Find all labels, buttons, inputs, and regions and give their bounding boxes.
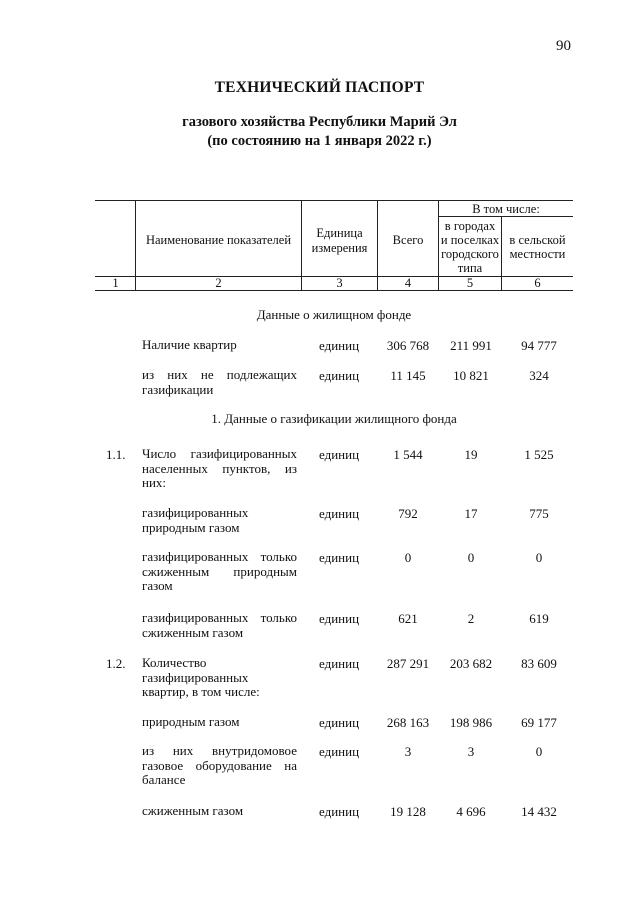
row-total: 1 544 [393,447,423,462]
section-heading-gasification: 1. Данные о газификации жилищного фонда [211,411,457,426]
column-number: 4 [404,276,412,290]
row-unit: единиц [319,715,360,730]
row-urban: 0 [467,550,475,565]
row-rural: 1 525 [524,447,554,462]
row-total: 3 [404,744,412,759]
row-unit: единиц [319,744,360,759]
row-rural: 69 177 [521,715,557,730]
header-top-line [95,200,573,201]
row-unit: единиц [319,368,360,383]
row-total: 0 [404,550,412,565]
document-subtitle-line1: газового хозяйства Республики Марий Эл [182,114,457,130]
row-label: газифицированных природным газом [142,505,249,535]
row-label: сжиженным газом [142,803,244,818]
page-number: 90 [556,38,571,54]
row-label: Количество газифицированных квартир, в том числе: [142,655,260,699]
row-urban: 2 [467,611,475,626]
row-label: Число газифицированных населенных пунктов, из них: [142,446,297,490]
row-number: 1.1. [106,447,126,462]
column-number: 1 [112,276,119,290]
row-total: 306 768 [386,338,430,353]
row-rural: 775 [529,506,549,521]
row-rural: 83 609 [521,656,557,671]
header-col5-line4: типа [457,261,483,275]
row-urban: 203 682 [449,656,493,671]
document-subtitle-line2: (по состоянию на 1 января 2022 г.) [207,133,432,149]
row-label: из них внутридомовое газовое оборудование на балансе [142,743,297,787]
header-col6-line1: в сельской [509,233,566,247]
row-label: Наличие квартир [142,337,237,352]
row-total: 19 128 [390,804,426,819]
row-rural: 0 [535,744,543,759]
row-urban: 211 991 [450,338,492,353]
row-unit: единиц [319,447,360,462]
row-unit: единиц [319,506,360,521]
row-total: 287 291 [386,656,430,671]
header-col5-line2: и поселках [440,233,500,247]
row-total: 792 [398,506,418,521]
row-urban: 17 [464,506,478,521]
column-number: 5 [466,276,474,290]
column-number: 2 [215,276,222,290]
row-urban: 4 696 [456,804,486,819]
row-urban: 10 821 [453,368,489,383]
row-label: из них не подлежащих газификации [142,367,297,397]
row-rural: 94 777 [521,338,557,353]
column-number: 6 [534,276,541,290]
document-title: ТЕХНИЧЕСКИЙ ПАСПОРТ [214,79,425,96]
row-rural: 0 [535,550,543,565]
header-col5-line1: в городах [444,219,496,233]
header-col3-line1: Единица [316,226,363,240]
header-group: В том числе: [472,202,540,216]
row-rural: 324 [529,368,549,383]
row-urban: 19 [464,447,478,462]
row-rural: 619 [529,611,549,626]
row-unit: единиц [319,550,360,565]
row-total: 621 [398,611,418,626]
section-heading-housing: Данные о жилищном фонде [256,307,412,322]
row-label: газифицированных только сжиженным газом [142,610,297,640]
row-total: 268 163 [386,715,430,730]
row-unit: единиц [319,338,360,353]
row-unit: единиц [319,656,360,671]
header-col2: Наименование показателей [145,233,292,247]
header-col4: Всего [392,233,424,247]
header-col5-line3: городского [441,247,499,261]
row-number: 1.2. [106,656,126,671]
row-unit: единиц [319,611,360,626]
row-total: 11 145 [390,368,426,383]
column-number: 3 [336,276,343,290]
row-label: газифицированных только сжиженным природным газом [142,549,297,593]
row-label: природным газом [142,714,240,729]
row-unit: единиц [319,804,360,819]
header-col3-line2: измерения [311,241,368,255]
row-urban: 3 [467,744,475,759]
header-col6-line2: местности [509,247,566,261]
row-urban: 198 986 [449,715,493,730]
row-rural: 14 432 [521,804,557,819]
